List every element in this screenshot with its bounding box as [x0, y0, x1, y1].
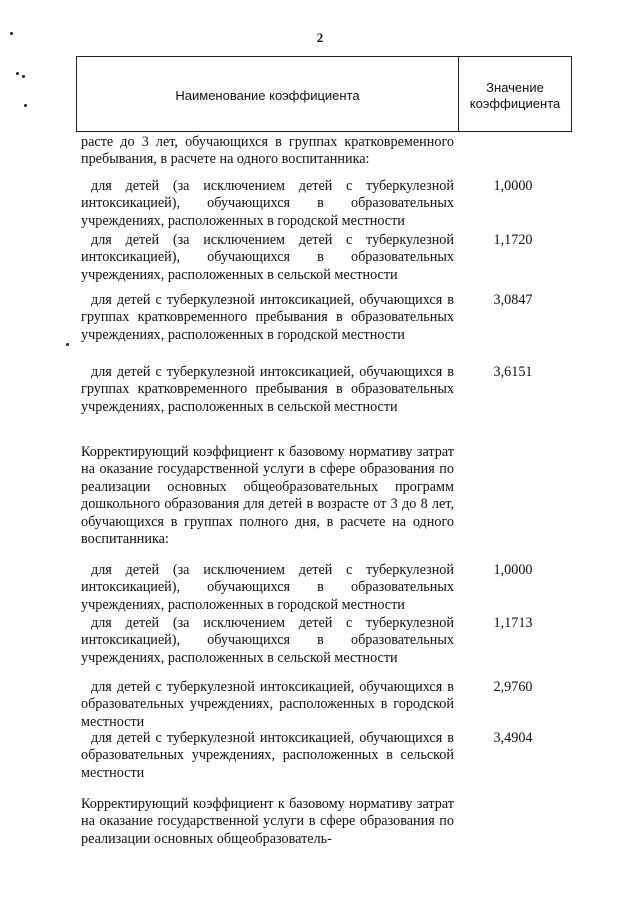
header-value-column [459, 57, 571, 131]
row-value: 3,6151 [493, 364, 533, 380]
page-number: 2 [316, 30, 324, 45]
row-text: для детей (за исключением детей с туберкулезной интоксикацией), обучающихся в образовательных учреждениях, расположенных в городской местности [81, 562, 454, 613]
scan-speck [22, 75, 25, 78]
row-text: для детей с туберкулезной интоксикацией, обучающихся в группах кратковременного пребывания в образовательных учреждениях, расположенных в сельской местности [81, 364, 454, 415]
row-text: для детей с туберкулезной интоксикацией, обучающихся в группах кратковременного пребывания в образовательных учреждениях, расположенных в городской местности [81, 292, 454, 343]
row-text: Корректирующий коэффициент к базовому нормативу затрат на оказание государственной услуги в сфере образования по реализации основных общеобразовательных программ дошкольного образования для детей в возрасте от 3 до 8 лет, обучающихся в группах полного дня, в расчете на одного воспитанника: [81, 444, 454, 548]
header-name-column: Наименование коэффициента [77, 57, 459, 131]
row-value: 1,0000 [493, 178, 533, 194]
header-value-line1: Значение [486, 80, 544, 95]
row-text: для детей (за исключением детей с туберкулезной интоксикацией), обучающихся в образовательных учреждениях, расположенных в сельской местности [81, 232, 454, 283]
scan-speck [16, 72, 19, 75]
row-value: 1,1720 [493, 232, 533, 248]
row-value: 3,4904 [493, 730, 533, 746]
row-value: 1,0000 [493, 562, 533, 578]
row-text: Корректирующий коэффициент к базовому нормативу затрат на оказание государственной услуги в сфере образования по реализации основных общеобразователь- [81, 796, 454, 847]
scan-speck [66, 343, 69, 346]
row-text: для детей с туберкулезной интоксикацией, обучающихся в образовательных учреждениях, расположенных в городской местности [81, 679, 454, 730]
header-value-line2: коэффициента [469, 96, 561, 111]
scan-speck [10, 32, 13, 35]
table-header [76, 56, 572, 132]
row-value: 1,1713 [493, 615, 533, 631]
row-value: 3,0847 [493, 292, 533, 308]
scan-speck [24, 104, 27, 107]
row-text: расте до 3 лет, обучающихся в группах кратковременного пребывания, в расчете на одного воспитанника: [81, 134, 454, 168]
row-text: для детей с туберкулезной интоксикацией, обучающихся в образовательных учреждениях, расположенных в сельской местности [81, 730, 454, 781]
row-text: для детей (за исключением детей с туберкулезной интоксикацией), обучающихся в образовательных учреждениях, расположенных в сельской местности [81, 615, 454, 666]
row-text: для детей (за исключением детей с туберкулезной интоксикацией), обучающихся в образовательных учреждениях, расположенных в городской местности [81, 178, 454, 229]
row-value: 2,9760 [493, 679, 533, 695]
